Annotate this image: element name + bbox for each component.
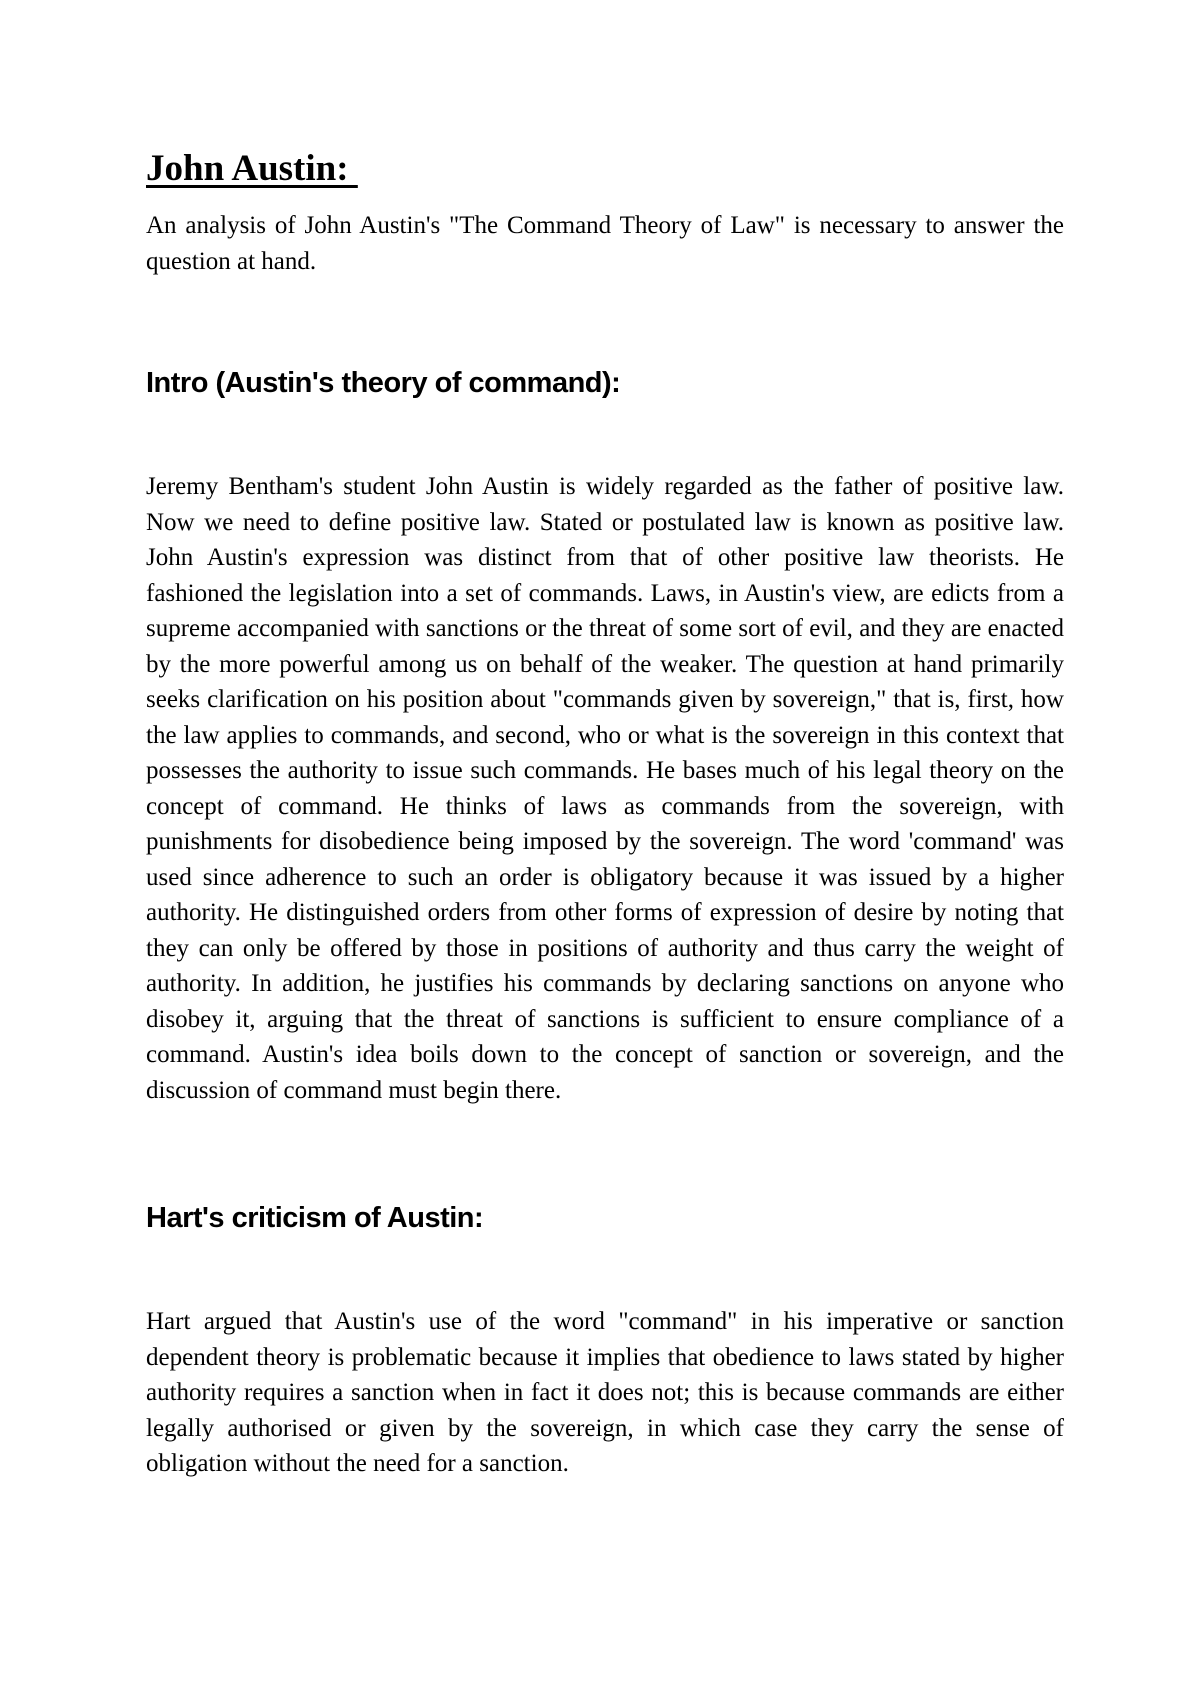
section-body-hart-criticism: Hart argued that Austin's use of the word "command" in his imperative or sanction dependent theory is problematic because it implies that obedience to laws stated by higher authority requires a sanction when in fact it does not; this is because commands are either legally authorised or given by the sovereign, in which case they carry the sense of obligation without the need for a sanction.	[146, 1308, 1064, 1477]
section-body-austin-theory: Jeremy Bentham's student John Austin is widely regarded as the father of positive law. Now we need to define positive law. Stated or postulated law is known as positive law. John Austin's expression was distinct from that of other positive law theorists. He fashioned the legislation into a set of commands. Laws, in Austin's view, are edicts from a supreme accompanied with sanctions or the threat of some sort of evil, and they are enacted by the more powerful among us on behalf of the weaker. The question at hand primarily seeks clarification on his position about "commands given by sovereign," that is, first, how the law applies to commands, and second, who or what is the sovereign in this context that possesses the authority to issue such commands. He bases much of his legal theory on the concept of command. He thinks of laws as commands from the sovereign, with punishments for disobedience being imposed by the sovereign. The word 'command' was used since adherence to such an order is obligatory because it was issued by a higher authority. He distinguished orders from other forms of expression of desire by noting that they can only be offered by those in positions of authority and thus carry the weight of authority. In addition, he justifies his commands by declaring sanctions on anyone who disobey it, arguing that the threat of sanctions is sufficient to ensure compliance of a command. Austin's idea boils down to the concept of sanction or sovereign, and the discussion of command must begin there.	[146, 473, 1064, 1104]
document-title: John Austin:	[146, 148, 358, 189]
section-heading-hart-criticism: Hart's criticism of Austin:	[146, 1202, 484, 1234]
intro-paragraph: An analysis of John Austin's "The Command Theory of Law" is necessary to answer the question at hand.	[146, 212, 1064, 275]
section-heading-austin-theory: Intro (Austin's theory of command):	[146, 367, 621, 399]
document-page	[146, 146, 1064, 1482]
